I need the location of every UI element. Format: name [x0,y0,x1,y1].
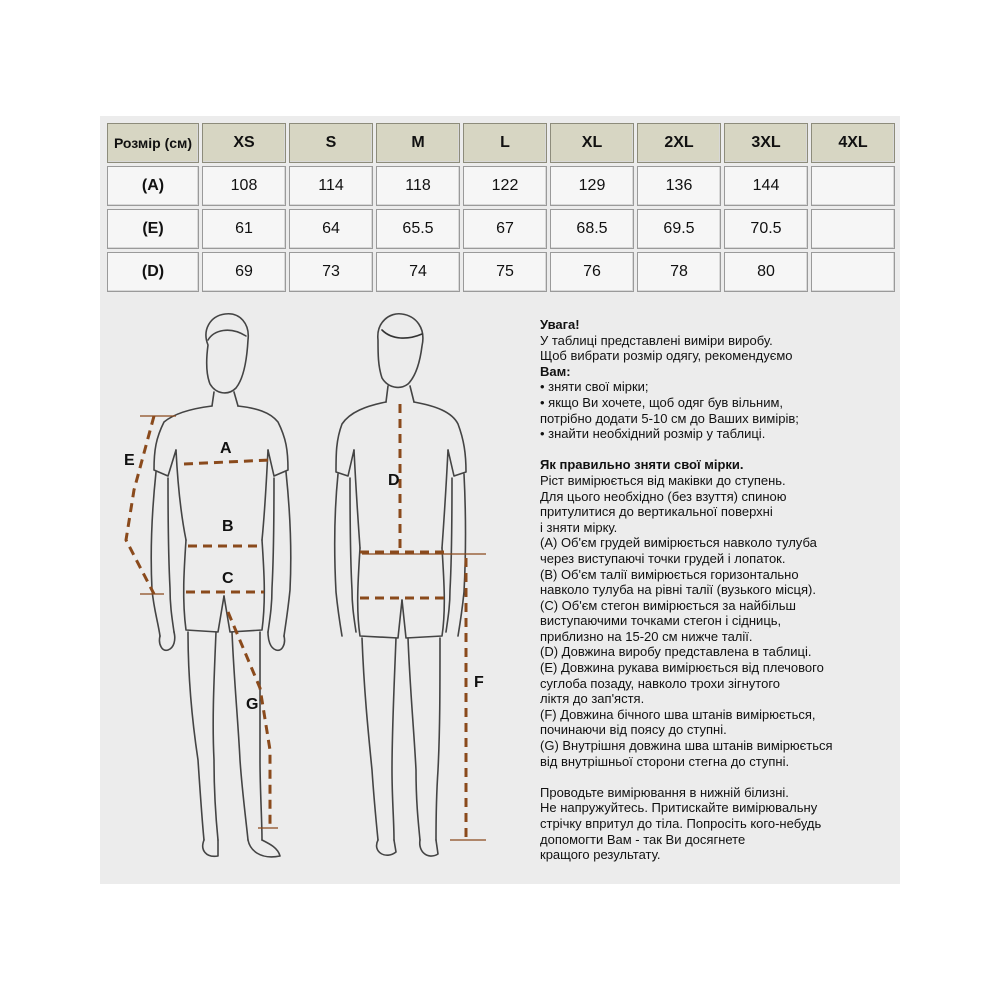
final-note: стрічку впритул до тіла. Попросіть кого-небудь [540,816,822,831]
measure-c-text: виступаючими точками стегон і сідниць, [540,613,782,629]
header-xl: XL [550,123,634,163]
table-row [107,209,895,249]
table-cell: 78 [637,252,721,292]
measure-g-text: (G) Внутрішня довжина шва штанів вимірюється [540,738,833,754]
measure-f-text: починаючи від поясу до ступні. [540,722,727,738]
bullet-line: • якщо Ви хочете, щоб одяг був вільним, [540,394,784,410]
howto-line: Ріст вимірюється від маківки до ступень. [540,472,786,488]
howto-line: притулитися до вертикальної поверхні [540,504,773,520]
table-cell [811,252,895,292]
table-cell: 75 [463,252,547,292]
row-label-d: (D) [107,252,199,292]
final-note: кращого результату. [540,847,661,863]
measure-c-text: приблизно на 15-20 см нижче талії. [540,628,753,644]
label-c: C [222,570,234,587]
table-cell: 144 [724,166,808,206]
table-cell [811,209,895,249]
size-table [104,120,898,295]
table-row [107,166,895,206]
header-3xl: 3XL [724,123,808,163]
table-cell: 136 [637,166,721,206]
header-size-cm: Розмір (см) [107,123,199,163]
table-cell: 67 [463,209,547,249]
table-cell: 73 [289,252,373,292]
table-cell: 61 [202,209,286,249]
measure-e-text: суглоба позаду, навколо трохи зігнутого [540,675,781,691]
measure-a-text: через виступаючі точки грудей і лопаток. [540,550,786,566]
back-figure-illustration [335,314,466,856]
label-b: B [222,518,234,535]
intro-line: У таблиці представлені виміри виробу. [540,332,773,348]
table-header-row [107,123,895,163]
measure-line-a [184,460,270,464]
table-cell: 118 [376,166,460,206]
header-4xl: 4XL [811,123,895,163]
measure-f-text: (F) Довжина бічного шва штанів вимірюється, [540,706,816,722]
header-xs: XS [202,123,286,163]
table-cell: 129 [550,166,634,206]
header-s: S [289,123,373,163]
table-cell: 114 [289,166,373,206]
header-2xl: 2XL [637,123,721,163]
measure-c-text: (C) Об'єм стегон вимірюється за найбільш [540,597,796,613]
measure-b-text: (B) Об'єм талії вимірюється горизонтально [540,566,799,582]
attention-title: Увага! [540,317,580,332]
table-cell: 69.5 [637,209,721,249]
table-cell [811,166,895,206]
measure-line-e [126,416,154,594]
label-d: D [388,472,400,489]
final-note: Проводьте вимірювання в нижній білизні. [540,784,789,800]
table-cell: 76 [550,252,634,292]
header-l: L [463,123,547,163]
intro-line: Вам: [540,363,571,379]
table-cell: 74 [376,252,460,292]
measure-line-g [228,612,270,828]
table-cell: 68.5 [550,209,634,249]
label-g: G [246,696,259,713]
table-cell: 64 [289,209,373,249]
measure-e-text: (E) Довжина рукава вимірюється від плечового [540,660,824,676]
bullet-line: • зняти свої мірки; [540,379,649,395]
measure-g-text: від внутрішньої сторони стегна до ступні. [540,753,790,769]
label-f: F [474,674,484,691]
table-cell: 122 [463,166,547,206]
intro-line: Щоб вибрати розмір одягу, рекомендуємо [540,348,793,364]
bullet-line: • знайти необхідний розмір у таблиці. [540,426,766,442]
table-cell: 70.5 [724,209,808,249]
measure-b-text: навколо тулуба на рівні талії (вузького місця). [540,582,816,598]
howto-title: Як правильно зняти свої мірки. [540,457,744,473]
instructions-text [540,317,885,863]
bullet-line: потрібно додати 5-10 см до Ваших вимірів; [540,410,799,426]
table-cell: 108 [202,166,286,206]
howto-line: і зняти мірку. [540,519,618,535]
table-cell: 69 [202,252,286,292]
final-note: Не напружуйтесь. Притискайте вимірювальну [540,800,818,816]
table-cell: 65.5 [376,209,460,249]
row-label-a: (A) [107,166,199,206]
measure-d-text: (D) Довжина виробу представлена в таблиці. [540,644,812,660]
row-label-e: (E) [107,209,199,249]
label-a: A [220,440,232,457]
body-measurement-diagram [110,300,530,880]
measure-a-text: (A) Об'єм грудей вимірюється навколо тулуба [540,535,817,551]
table-row [107,252,895,292]
final-note: допомогти Вам - так Ви досягнете [540,831,746,847]
header-m: M [376,123,460,163]
measure-e-text: ліктя до зап'ястя. [540,691,645,707]
howto-line: Для цього необхідно (без взуття) спиною [540,488,787,504]
table-cell: 80 [724,252,808,292]
label-e: E [124,452,135,469]
